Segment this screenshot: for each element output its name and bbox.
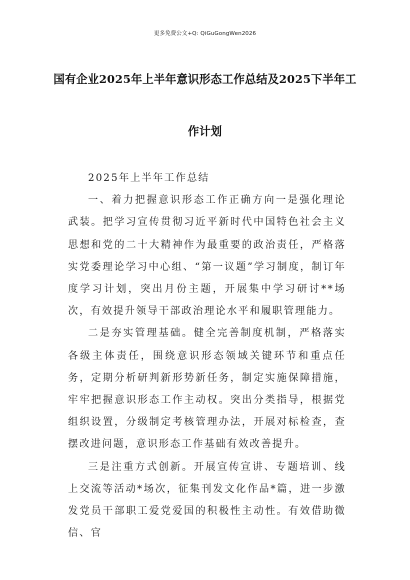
document-title-line-2: 作计划 — [187, 124, 223, 138]
header-note: 更多免费公文+Q: QiGuGongWen2026 — [153, 31, 257, 37]
section-heading: 2025年上半年工作总结 — [88, 173, 210, 184]
document-title-line-1: 国有企业2025年上半年意识形态工作总结及2025下半年工 — [53, 72, 357, 86]
paragraph-1: 一、着力把握意识形态工作正确方向一是强化理论武装。把学习宣传贯彻习近平新时代中国特色社会主义思想和党的二十大精神作为最重要的政治责任，严格落实党委理论学习中心组、“第一议题”学习制度，制订年度学习计划，突出月份主题，开展集中学习研讨**场次，有效提升领导干部政治理论水平和履职管理能力。 — [68, 195, 346, 318]
paragraph-3: 三是注重方式创新。开展宣传宣讲、专题培训、线上交流等活动*场次，征集刊发文化作品*篇，进一步激发党员干部职工爱党爱国的积极性主动性。有效借助微信、官 — [68, 461, 346, 540]
paragraph-2: 二是夯实管理基础。健全完善制度机制，严格落实各级主体责任，围绕意识形态领域关键环节和重点任务，定期分析研判新形势新任务，制定实施保障措施，牢牢把握意识形态工作主动权。突出分类指导，根据党组织设置，分级制定考核管理办法，开展对标检查，查摆改进问题，意识形态工作基础有效改善提升。 — [68, 328, 346, 451]
document-body — [68, 168, 346, 545]
